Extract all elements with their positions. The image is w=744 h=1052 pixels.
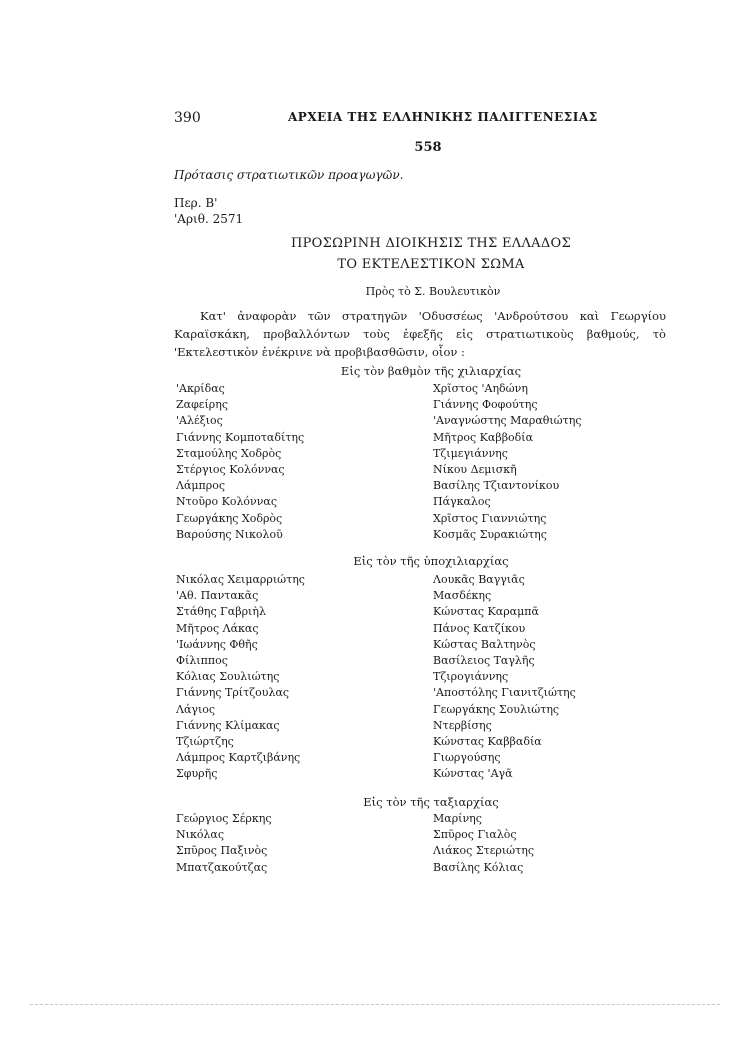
name-entry: 'Ακρίδας — [176, 382, 225, 395]
name-entry: Γιάννης Τρίτζουλας — [176, 686, 290, 700]
name-entry: Τζιώρτζης — [176, 734, 234, 748]
scan-edge-divider — [30, 1004, 720, 1005]
addressee: Πρὸς τὸ Σ. Βουλευτικὸν — [365, 285, 501, 298]
name-entry: Τζιρογιάννης — [433, 670, 509, 684]
name-entry: Φίλιππος — [176, 653, 228, 667]
heading-executive: ΤΟ ΕΚΤΕΛΕΣΤΙΚΟΝ ΣΩΜΑ — [337, 257, 525, 272]
name-entry: Βασίλης Κόλιας — [433, 860, 524, 874]
name-entry: Γεώργιος Σέρκης — [176, 812, 272, 825]
page-number: 390 — [174, 110, 201, 126]
document-number: 558 — [414, 140, 442, 155]
name-entry: Γιάννης Κλίμακας — [176, 718, 280, 732]
name-list-right — [433, 381, 581, 543]
name-entry: Μῆτρος Λάκας — [176, 621, 259, 635]
section-title-subchiliarchy: Εἰς τὸν τῆς ὑποχιλιαρχίας — [353, 554, 509, 568]
body-paragraph: Κατ' ἀναφορὰν τῶν στρατηγῶν 'Οδυσσέως 'Ανδρούτσου καὶ Γεωργίου Καραϊσκάκη, προβαλλόντων τοὺς ἐφεξῆς εἰς στρατιωτικοὺς βαθμούς, τὸ 'Εκτελεστικὸν ἐνέκρινε νὰ προβιβασθῶσιν, οἷον : — [174, 309, 666, 359]
name-list-right — [433, 572, 576, 782]
name-entry: Ντερβίσης — [433, 718, 492, 732]
name-entry: Λάγιος — [176, 702, 216, 716]
name-entry: Τζιμεγιάννης — [433, 446, 508, 460]
reference-number: 'Αριθ. 2571 — [174, 212, 244, 226]
name-entry: Λιάκος Στεριώτης — [433, 844, 534, 858]
name-entry: Μασδέκης — [433, 589, 492, 603]
name-entry: Σπῦρος Γιαλὸς — [433, 828, 517, 842]
reference-period: Περ. Β' — [174, 196, 218, 210]
name-list-left — [176, 381, 304, 543]
name-list-right — [433, 811, 534, 876]
name-entry: 'Αλέξιος — [176, 414, 223, 428]
name-list-left — [176, 572, 305, 782]
name-entry: Γεωργάκης Σουλιώτης — [433, 702, 560, 716]
name-entry: Λάμπρος Καρτζιβάνης — [176, 751, 301, 765]
name-entry: 'Αθ. Παντακᾶς — [176, 589, 259, 603]
name-entry: Νίκου Δεμισκῆ — [433, 462, 517, 476]
section-title-taxiarchy: Εἰς τὸν τῆς ταξιαρχίας — [363, 795, 499, 809]
name-entry: Ντοῦρο Κολόννας — [176, 495, 278, 509]
name-entry: Κώνστας Καραμπᾶ — [433, 605, 539, 619]
name-entry: Κοσμᾶς Συρακιώτης — [433, 527, 547, 541]
name-entry: Γεωργάκης Χοδρὸς — [176, 511, 283, 525]
section-title-chiliarchy: Εἰς τὸν βαθμὸν τῆς χιλιαρχίας — [340, 364, 522, 378]
name-entry: Σταμούλης Χοδρὸς — [176, 446, 282, 460]
name-entry: Νικόλας Χειμαρριώτης — [176, 573, 305, 586]
name-entry: 'Αναγνώστης Μαραθιώτης — [433, 414, 582, 428]
name-entry: Ζαφείρης — [176, 398, 229, 412]
name-entry: Μῆτρος Καββοδία — [433, 430, 534, 444]
name-entry: Κόλιας Σουλιώτης — [176, 670, 280, 684]
running-head: ΑΡΧΕΙΑ ΤΗΣ ΕΛΛΗΝΙΚΗΣ ΠΑΛΙΓΓΕΝΕΣΙΑΣ — [288, 110, 598, 124]
name-entry: Μαρίνης — [433, 812, 482, 825]
name-entry: Βασίλης Τζιαντονίκου — [433, 479, 560, 493]
name-entry: Σφυρῆς — [176, 767, 218, 781]
name-entry: Σπῦρος Παξινὸς — [176, 844, 268, 858]
name-entry: Γιάννης Φοφούτης — [433, 398, 538, 412]
name-entry: Πάνος Κατζίκου — [433, 621, 526, 635]
name-entry: Κώνστας Καββαδία — [433, 734, 542, 748]
name-entry: Μπατζακούτζας — [176, 860, 268, 874]
name-entry: Χρῖστος Γιαννιώτης — [433, 511, 547, 525]
heading-government: ΠΡΟΣΩΡΙΝΗ ΔΙΟΙΚΗΣΙΣ ΤΗΣ ΕΛΛΑΔΟΣ — [291, 236, 571, 251]
name-entry: Λουκᾶς Βαγγιᾶς — [433, 573, 525, 586]
document-title: Πρότασις στρατιωτικῶν προαγωγῶν. — [174, 168, 404, 182]
name-entry: Κώστας Βαλτηνὸς — [433, 637, 536, 651]
name-entry: 'Αποστόλης Γιανιτζιώτης — [433, 686, 576, 700]
name-entry: Βαρούσης Νικολοῦ — [176, 527, 283, 541]
name-entry: Λάμπρος — [176, 479, 226, 493]
name-entry: Κώνστας 'Αγᾶ — [433, 767, 513, 781]
name-entry: 'Ιωάννης Φθῆς — [176, 637, 258, 651]
name-list-left — [176, 811, 272, 876]
name-entry: Στάθης Γαβριὴλ — [176, 605, 266, 619]
name-entry: Πάγκαλος — [433, 495, 491, 509]
name-entry: Χρῖστος 'Αηδώνη — [433, 382, 528, 395]
name-entry: Γιωργούσης — [433, 751, 501, 765]
name-entry: Στέργιος Κολόννας — [176, 462, 285, 476]
name-entry: Βασίλειος Ταγλῆς — [433, 653, 535, 667]
name-entry: Γιάννης Κομποταδίτης — [176, 430, 305, 444]
name-entry: Νικόλας — [176, 828, 224, 842]
